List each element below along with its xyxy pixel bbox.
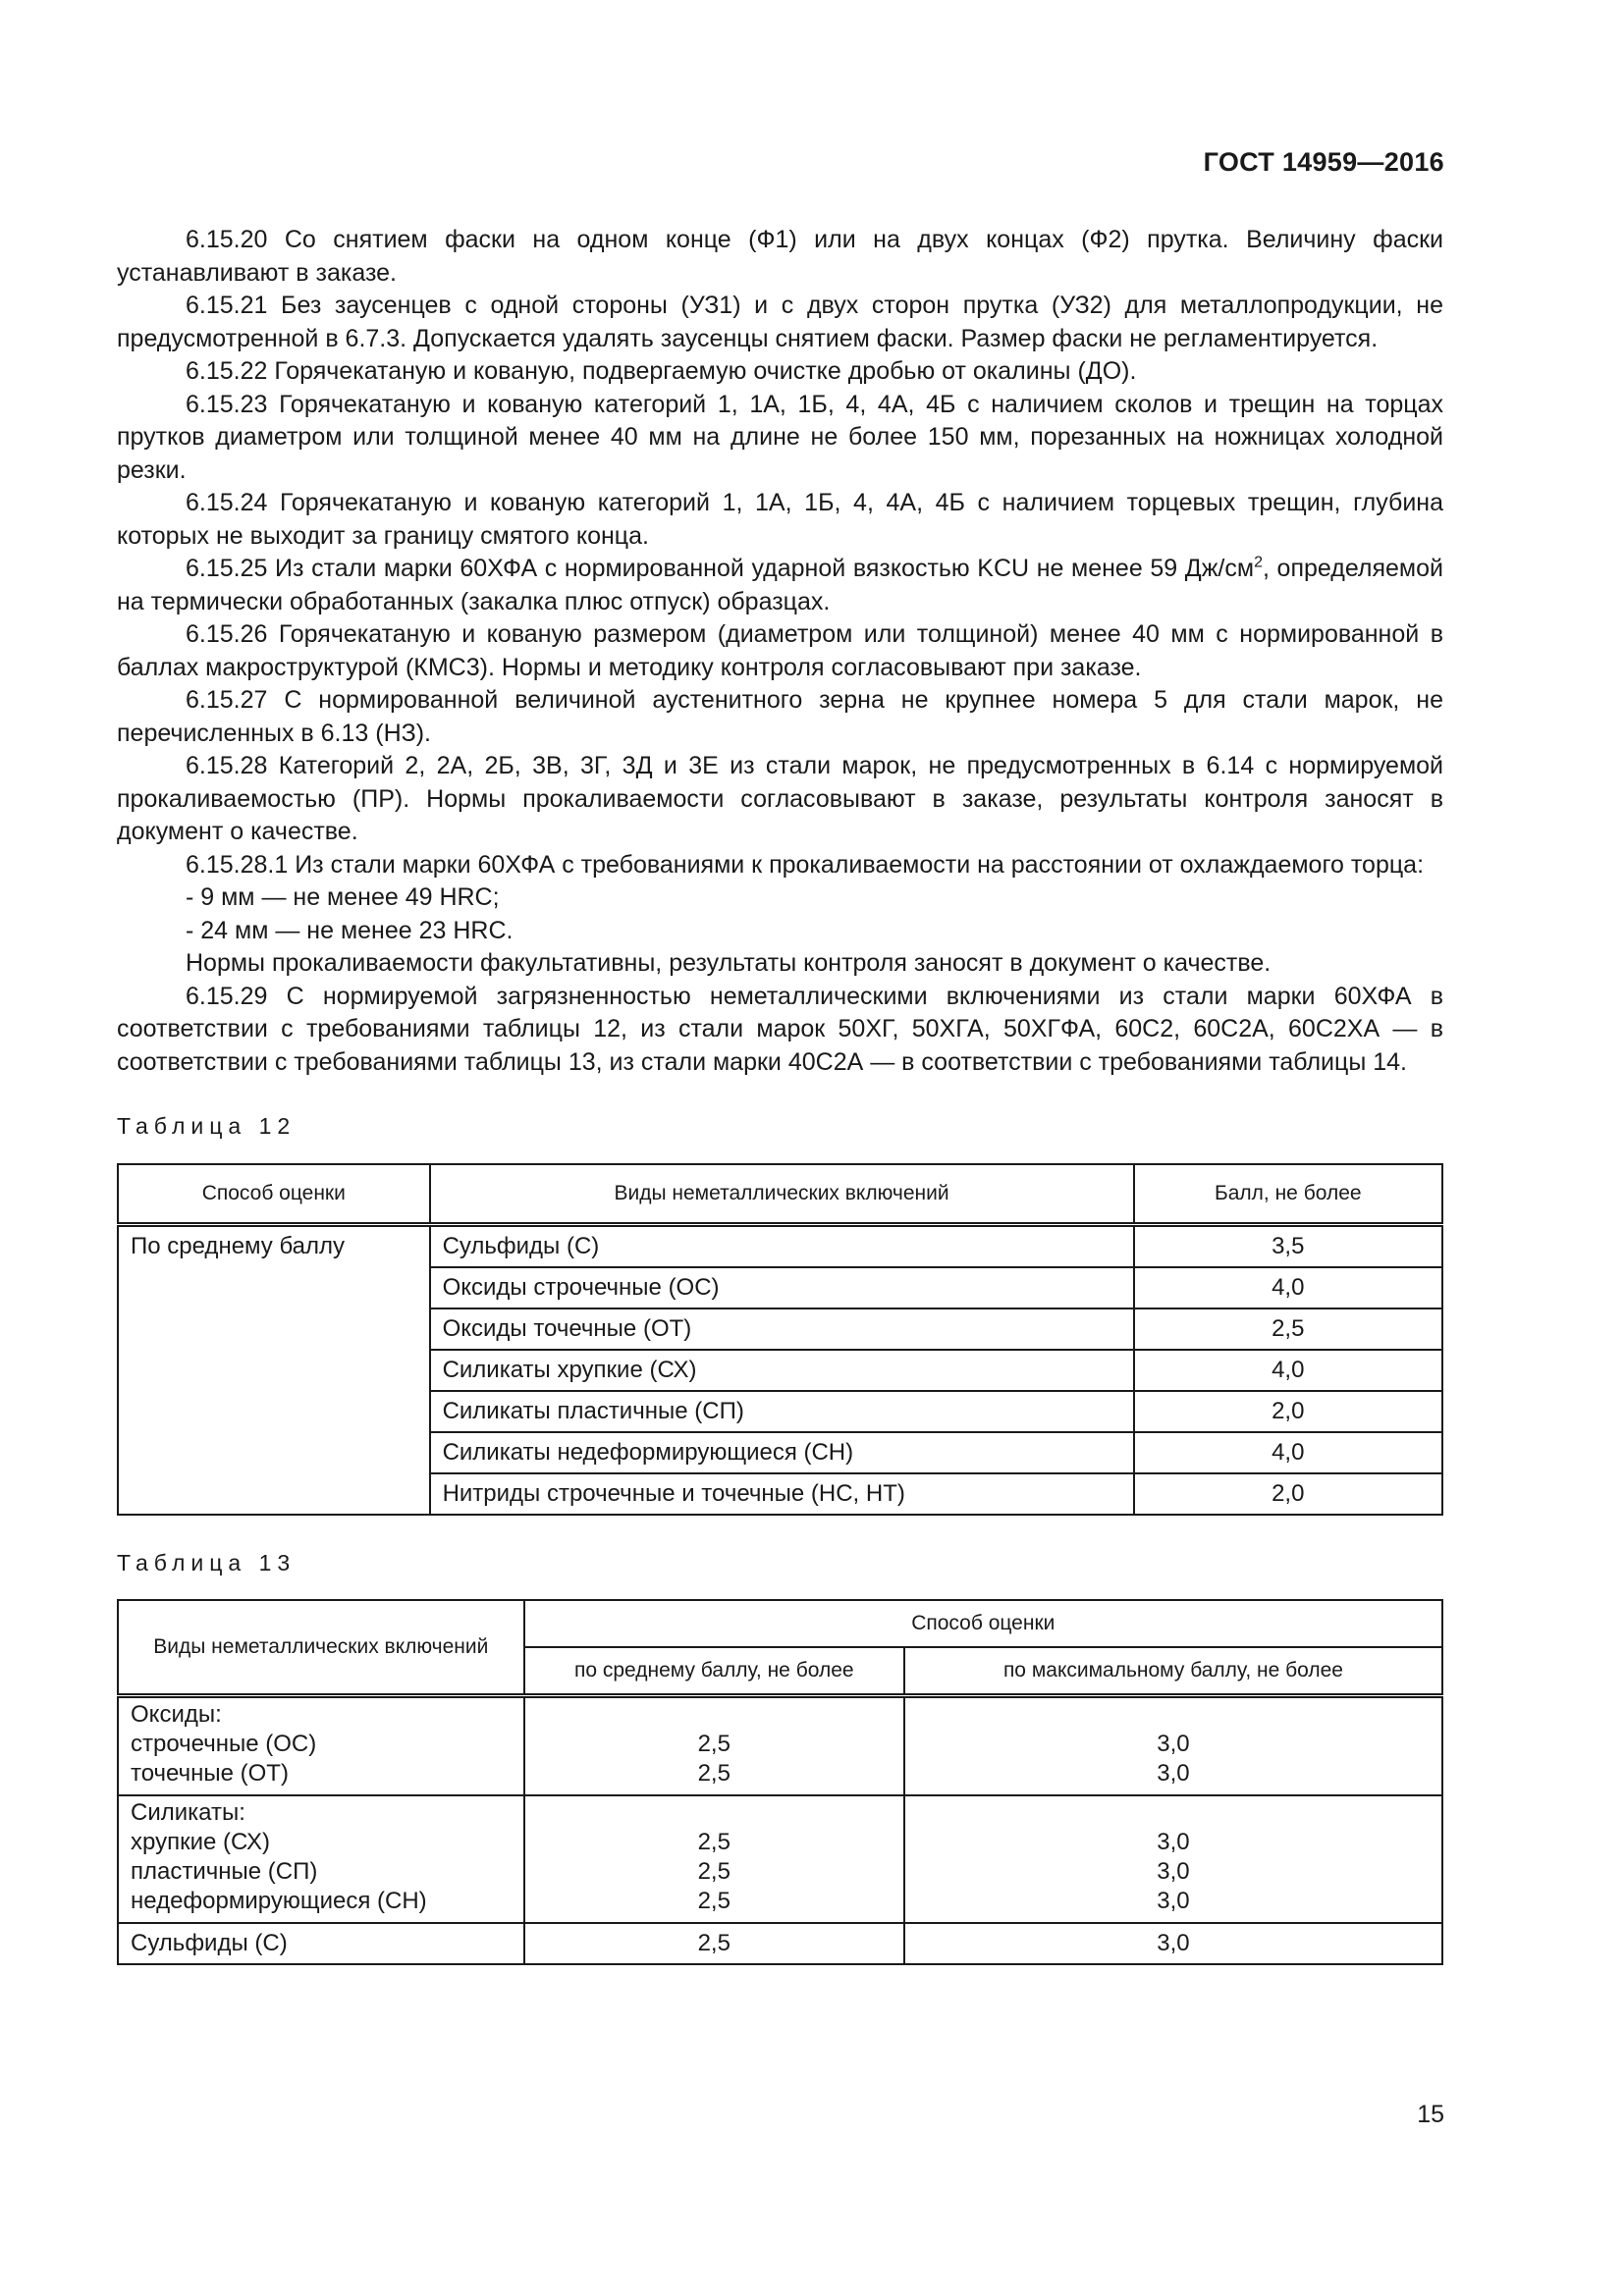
paragraph: 6.15.26 Горячекатаную и кованую размером (диаметром или толщиной) менее 40 мм с нормированной в баллах макроструктурой (КМС3). Нормы и методику контроля согласовывают при заказе. [117,620,1443,681]
paragraph-text: , определяемой на термически обработанных (закалка плюс отпуск) образцах. [117,555,1443,615]
score-value: 2,5 [697,1760,731,1787]
group-name: Оксиды: [131,1701,222,1728]
page-content [117,224,1443,1965]
inclusion-type-cell: Силикаты пластичные (СП) [430,1391,1134,1432]
inclusion-type-cell: Нитриды строчечные и точечные (НС, НТ) [430,1473,1134,1515]
avg-score-cell: 2,5 [524,1923,904,1964]
max-score-cell [904,1696,1442,1796]
max-score-cell: 3,0 [904,1923,1442,1964]
table-header-row [118,1164,1442,1225]
table-header-row [118,1600,1442,1647]
score-cell: 4,0 [1134,1432,1442,1473]
group-item: пластичные (СП) [131,1858,318,1885]
paragraph: 6.15.28.1 Из стали марки 60ХФА с требованиями к прокаливаемости на расстоянии от охлаждаемого торца: [186,850,1425,879]
inclusion-group-cell [118,1795,524,1923]
score-value: 3,0 [1157,1760,1190,1787]
inclusion-type-cell: Сульфиды (С) [430,1224,1134,1267]
paragraph-text: 6.15.25 Из стали марки 60ХФА с нормированной ударной вязкостью KCU не менее 59 Дж/см [186,555,1255,582]
table-row [118,1224,1442,1267]
paragraph: 6.15.23 Горячекатаную и кованую категорий 1, 1А, 1Б, 4, 4А, 4Б с наличием сколов и трещин на торцах прутков диаметром или толщиной менее 40 мм на длине не более 150 мм, порезанных на ножницах холодной резки. [117,390,1443,484]
score-value: 2,5 [697,1829,731,1855]
paragraph-kcu [117,553,1443,618]
score-value: 2,5 [697,1858,731,1885]
paragraph: Нормы прокаливаемости факультативны, результаты контроля заносят в документ о качестве. [186,949,1272,977]
group-item: строчечные (ОС) [131,1731,317,1757]
column-header: Балл, не более [1134,1164,1442,1225]
group-item: недеформирующиеся (СН) [131,1888,427,1914]
table-13-caption: Таблица 13 [117,1549,297,1575]
score-value: 2,5 [697,1888,731,1914]
score-value: 3,0 [1157,1731,1190,1757]
score-cell: 3,5 [1134,1224,1442,1267]
paragraph: 6.15.21 Без заусенцев с одной стороны (УЗ1) и с двух сторон прутка (УЗ2) для металлопродукции, не предусмотренной в 6.7.3. Допускается удалять заусенцы снятием фаски. Размер фаски не регламентируется. [117,292,1443,352]
superscript: 2 [1254,554,1263,571]
inclusion-type-cell: Оксиды точечные (ОТ) [430,1308,1134,1350]
column-header: по максимальному баллу, не более [904,1647,1442,1696]
score-value: 3,0 [1157,1858,1190,1885]
max-score-cell [904,1795,1442,1923]
table-row [118,1795,1442,1923]
score-value: 3,0 [1157,1829,1190,1855]
inclusion-type-cell: Силикаты недеформирующиеся (СН) [430,1432,1134,1473]
table-12-caption: Таблица 12 [117,1113,297,1139]
score-cell: 4,0 [1134,1267,1442,1308]
table-row [118,1923,1442,1964]
paragraph: 6.15.20 Со снятием фаски на одном конце (Ф1) или на двух концах (Ф2) прутка. Величину фаски устанавливают в заказе. [117,226,1443,287]
document-code: ГОСТ 14959—2016 [1203,147,1444,177]
assessment-method-cell: По среднему баллу [118,1224,430,1515]
inclusion-type-cell: Силикаты хрупкие (СХ) [430,1350,1134,1391]
paragraph: 6.15.24 Горячекатаную и кованую категорий 1, 1А, 1Б, 4, 4А, 4Б с наличием торцевых трещин, глубина которых не выходит за границу смятого конца. [117,489,1443,550]
score-cell: 2,0 [1134,1391,1442,1432]
list-item: - 9 мм — не менее 49 HRC; [186,883,500,911]
paragraph: 6.15.22 Горячекатаную и кованую, подвергаемую очистке дробью от окалины (ДО). [186,357,1137,385]
group-name: Силикаты: [131,1799,245,1826]
avg-score-cell [524,1696,904,1796]
score-cell: 4,0 [1134,1350,1442,1391]
score-value: 2,5 [697,1731,731,1757]
group-item: точечные (ОТ) [131,1760,289,1787]
column-header: по среднему баллу, не более [524,1647,904,1696]
score-cell: 2,0 [1134,1473,1442,1515]
list-item: - 24 мм — не менее 23 HRC. [186,916,514,944]
inclusion-type-cell: Сульфиды (С) [118,1923,524,1964]
inclusion-type-cell: Оксиды строчечные (ОС) [430,1267,1134,1308]
table-12 [117,1163,1443,1516]
column-header: Виды неметаллических включений [118,1600,524,1696]
table-row [118,1696,1442,1796]
page-number: 15 [1417,2101,1444,2128]
inclusion-group-cell [118,1696,524,1796]
score-value: 3,0 [1157,1888,1190,1914]
column-header: Способ оценки [118,1164,430,1225]
column-header: Виды неметаллических включений [430,1164,1134,1225]
avg-score-cell [524,1795,904,1923]
table-13 [117,1599,1443,1965]
paragraph: 6.15.28 Категорий 2, 2А, 2Б, 3В, 3Г, 3Д и 3Е из стали марок, не предусмотренных в 6.14 с нормируемой прокаливаемостью (ПР). Нормы прокаливаемости согласовывают в заказе, результаты контроля заносят в документ о качестве. [117,752,1443,845]
paragraph: 6.15.29 С нормируемой загрязненностью неметаллическими включениями из стали марки 60ХФА в соответствии с требованиями таблицы 12, из стали марок 50ХГ, 50ХГА, 50ХГФА, 60С2, 60С2А, 60С2ХА — в соответствии с требованиями таблицы 13, из стали марки 40С2А — в соответствии с требованиями таблицы 14. [117,982,1443,1076]
group-item: хрупкие (СХ) [131,1829,270,1855]
score-cell: 2,5 [1134,1308,1442,1350]
column-group-header: Способ оценки [524,1600,1442,1647]
paragraph: 6.15.27 С нормированной величиной аустенитного зерна не крупнее номера 5 для стали марок, не перечисленных в 6.13 (НЗ). [117,686,1443,747]
